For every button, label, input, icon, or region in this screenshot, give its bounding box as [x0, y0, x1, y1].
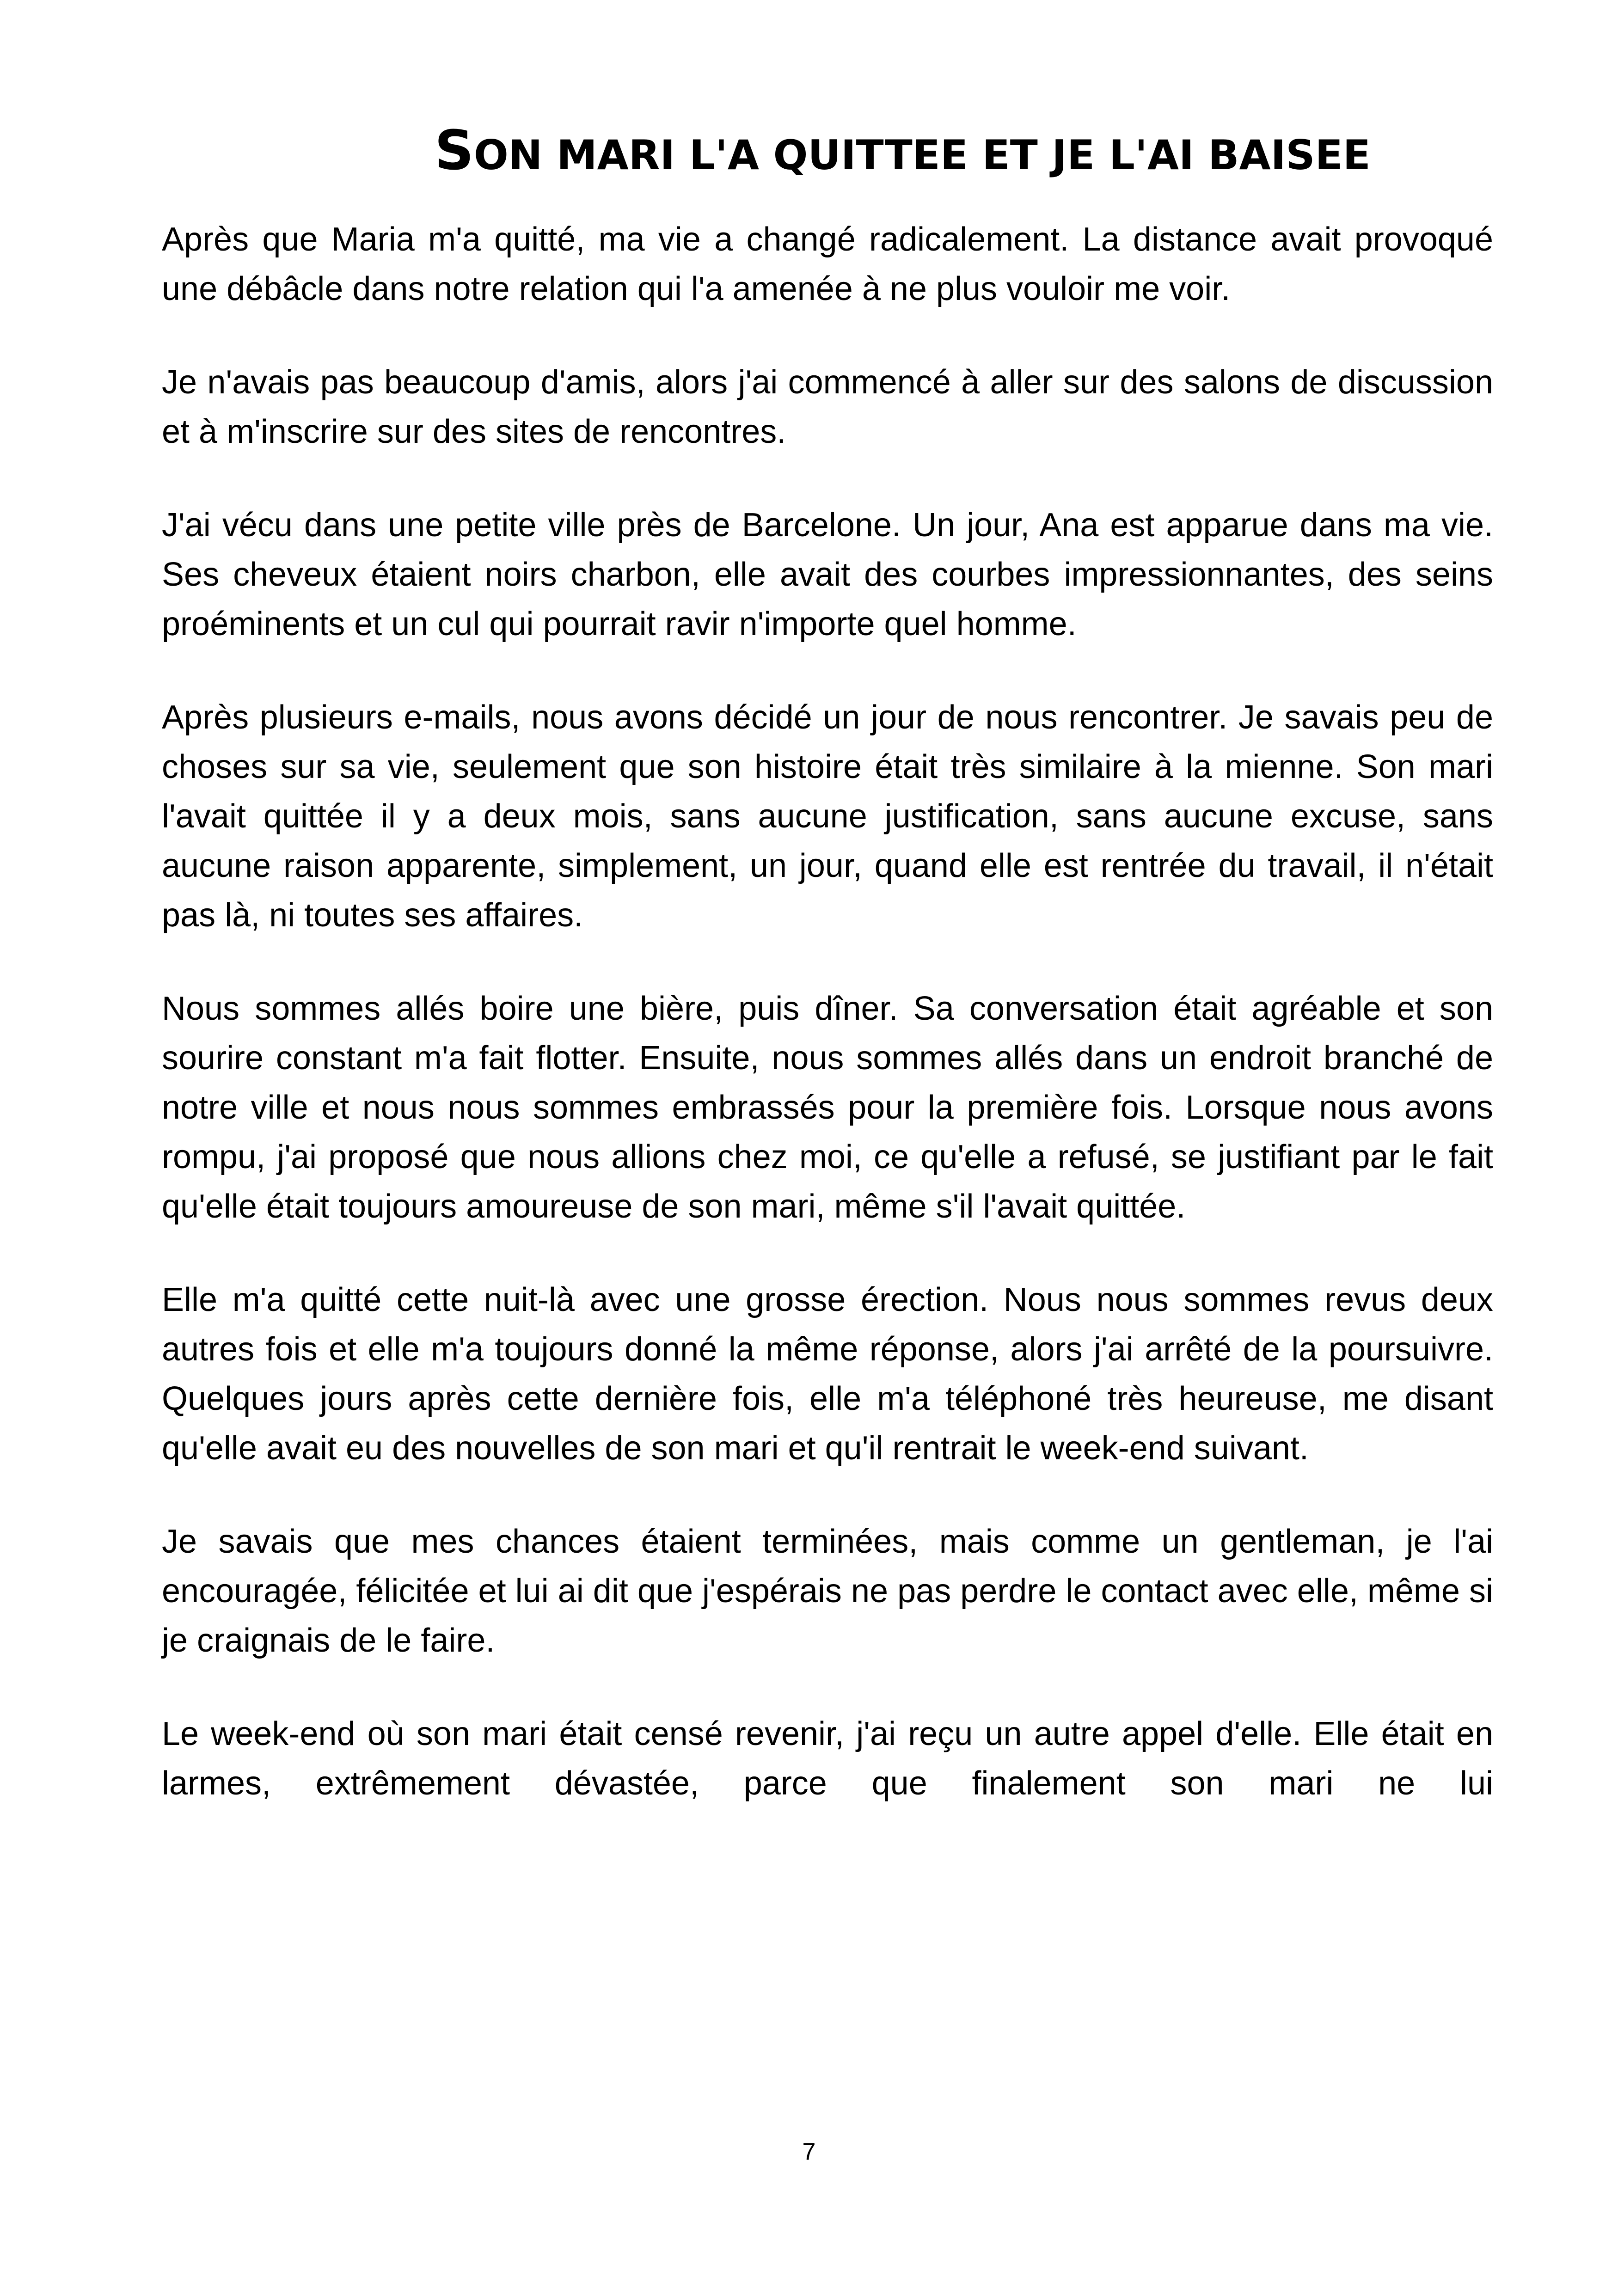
paragraph-5: Nous sommes allés boire une bière, puis dîner. Sa conversation était agréable et son sourire constant m'a fait flotter. Ensuite, nous sommes allés dans un endroit branché de notre ville et nous nous sommes embrassés pour la première fois. Lorsque nous avons rompu, j'ai proposé que nous allions chez moi, ce qu'elle a refusé, se justifiant par le fait qu'elle était toujours amoureuse de son mari, même s'il l'avait quittée. [162, 990, 1493, 1225]
page-number: 7 [802, 2138, 816, 2165]
paragraph-8: Le week-end où son mari était censé revenir, j'ai reçu un autre appel d'elle. Elle était en larmes, extrêmement dévastée, parce que finalement son mari ne lui [162, 1715, 1493, 1802]
paragraph-1: Après que Maria m'a quitté, ma vie a changé radicalement. La distance avait provoqué une débâcle dans notre relation qui l'a amenée à ne plus vouloir me voir. [162, 221, 1493, 307]
chapter-title [435, 116, 1452, 190]
paragraph-6: Elle m'a quitté cette nuit-là avec une grosse érection. Nous nous sommes revus deux autres fois et elle m'a toujours donné la même réponse, alors j'ai arrêté de la poursuivre. Quelques jours après cette dernière fois, elle m'a téléphoné très heureuse, me disant qu'elle avait eu des nouvelles de son mari et qu'il rentrait le week-end suivant. [162, 1281, 1493, 1467]
chapter-title-text: ON MARI L'A QUITTEE ET JE L'AI BAISEE [474, 131, 1371, 179]
paragraph-2: Je n'avais pas beaucoup d'amis, alors j'ai commencé à aller sur des salons de discussion et à m'inscrire sur des sites de rencontres. [162, 364, 1493, 450]
paragraph-4: Après plusieurs e-mails, nous avons décidé un jour de nous rencontrer. Je savais peu de choses sur sa vie, seulement que son histoire était très similaire à la mienne. Son mari l'avait quittée il y a deux mois, sans aucune justification, sans aucune excuse, sans aucune raison apparente, simplement, un jour, quand elle est rentrée du travail, il n'était pas là, ni toutes ses affaires. [162, 699, 1493, 934]
paragraph-7: Je savais que mes chances étaient terminées, mais comme un gentleman, je l'ai encouragée, félicitée et lui ai dit que j'espérais ne pas perdre le contact avec elle, même si je craignais de le faire. [162, 1523, 1493, 1659]
chapter-title-initial: S [435, 118, 474, 182]
body-text [162, 215, 1493, 1808]
paragraph-3: J'ai vécu dans une petite ville près de Barcelone. Un jour, Ana est apparue dans ma vie. Ses cheveux étaient noirs charbon, elle avait des courbes impressionnantes, des seins proéminents et un cul qui pourrait ravir n'importe quel homme. [162, 507, 1493, 643]
